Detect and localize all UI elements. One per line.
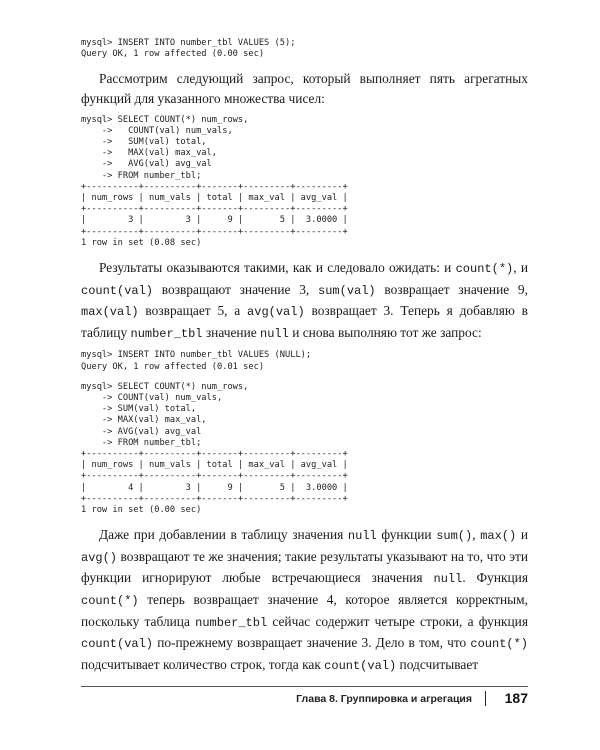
code-line: -> MAX(val) max_val, (81, 415, 207, 426)
text-run: возвращают те же значения; такие результаты указывают на то, что эти функции игнорируют любые встречающиеся значения (81, 548, 528, 586)
code-line: | num_rows | num_vals | total | max_val | avg_val | (81, 460, 348, 471)
code-line: +----------+----------+-------+---------+---------+ (81, 449, 348, 460)
page-footer (81, 686, 528, 709)
code-line: -> SUM(val) total, (81, 137, 207, 147)
code-block-insert-null (81, 350, 528, 372)
code-line: -> FROM number_tbl; (81, 437, 202, 448)
inline-code: count(val) (324, 658, 397, 673)
code-line: -> SUM(val) total, (81, 404, 197, 415)
text-run: значение (202, 324, 261, 340)
text-run: Рассмотрим следующий запрос, который выполняет пять агрегатных функций для указанного множества чисел: (81, 71, 528, 106)
inline-code: max(val) (81, 305, 139, 320)
text-run: возвращают значение 3, (153, 281, 319, 297)
text-run: возвращает 5, а (138, 303, 248, 319)
text-run: по-прежнему возвращает значение 3. Дело в том, что (153, 635, 471, 651)
inline-code: avg() (81, 550, 118, 565)
inline-code: null (433, 572, 463, 587)
inline-code: null (260, 326, 289, 341)
code-block-select-1 (81, 115, 528, 249)
footer-divider (485, 691, 486, 706)
paragraph-intro (81, 69, 528, 108)
text-run: , (472, 527, 481, 543)
code-line: -> AVG(val) avg_val (81, 426, 202, 437)
code-line: -> COUNT(val) num_vals, (81, 393, 223, 404)
code-line: -> COUNT(val) num_vals, (81, 125, 233, 136)
code-line: +----------+----------+-------+---------+---------+ (81, 471, 348, 482)
code-line: -> FROM number_tbl; (81, 170, 202, 181)
text-run: возвращает значение 9, (375, 281, 528, 297)
inline-code: avg(val) (247, 305, 305, 320)
inline-code: count(val) (81, 637, 154, 652)
text-run: Даже при добавлении в таблицу значения (99, 527, 348, 543)
code-line: 1 row in set (0.08 sec) (81, 237, 202, 248)
text-run: подсчитывает (396, 656, 479, 672)
code-line: -> MAX(val) max_val, (81, 148, 217, 159)
text-run: возвращает 3. Теперь я добавляю в таблицу (81, 303, 529, 340)
code-line: +----------+----------+-------+---------+---------+ (81, 204, 348, 215)
text-run: и снова выполняю тот же запрос: (288, 324, 482, 340)
code-line: +----------+----------+-------+---------+---------+ (81, 226, 348, 237)
text-run: теперь возвращает значение 4, которое является корректным, поскольку таблица (81, 592, 528, 629)
code-line: | 3 | 3 | 9 | 5 | 3.0000 | (81, 215, 348, 226)
inline-code: count(val) (81, 283, 154, 298)
code-line: +----------+----------+-------+---------+---------+ (81, 181, 348, 192)
code-block-select-2 (81, 382, 528, 516)
inline-code: number_tbl (130, 326, 203, 341)
text-run: функции (376, 527, 437, 543)
paragraph-conclusion (81, 525, 528, 676)
paragraph-results (81, 258, 528, 344)
text-run: и (516, 527, 529, 543)
text-run: сейчас содержит четыре строки, а функция (267, 613, 529, 629)
code-line: 1 row in set (0.00 sec) (81, 505, 202, 516)
footer-chapter-title: Глава 8. Группировка и агрегация (296, 693, 472, 705)
inline-code: sum() (436, 529, 473, 544)
text-run: Результаты оказываются такими, как и следовало ожидать: и (99, 260, 456, 276)
text-run: . Функция (462, 570, 528, 586)
code-line: Query OK, 1 row affected (0.00 sec) (81, 49, 265, 60)
inline-code: sum(val) (318, 283, 376, 298)
inline-code: count(*) (81, 594, 139, 609)
page-number: 187 (504, 690, 528, 706)
code-line: mysql> SELECT COUNT(*) num_rows, (81, 381, 249, 392)
inline-code: max() (480, 529, 517, 544)
code-line: mysql> INSERT INTO number_tbl VALUES (5); (81, 38, 296, 48)
code-line: Query OK, 1 row affected (0.01 sec) (81, 361, 265, 372)
code-block-insert-5 (81, 38, 528, 60)
text-run: подсчитывает количество строк, тогда как (81, 656, 325, 672)
code-line: mysql> SELECT COUNT(*) num_rows, (81, 114, 249, 125)
inline-code: number_tbl (195, 615, 268, 630)
inline-code: null (347, 529, 377, 544)
code-line: | 4 | 3 | 9 | 5 | 3.0000 | (81, 482, 348, 493)
page-content (81, 38, 528, 676)
code-line: +----------+----------+-------+---------+---------+ (81, 493, 348, 504)
code-line: | num_rows | num_vals | total | max_val | avg_val | (81, 193, 348, 204)
inline-code: count(*) (455, 262, 514, 277)
text-run: , и (513, 260, 528, 276)
code-line: -> AVG(val) avg_val (81, 159, 212, 170)
inline-code: count(*) (470, 637, 528, 652)
code-line: mysql> INSERT INTO number_tbl VALUES (NULL); (81, 350, 312, 361)
